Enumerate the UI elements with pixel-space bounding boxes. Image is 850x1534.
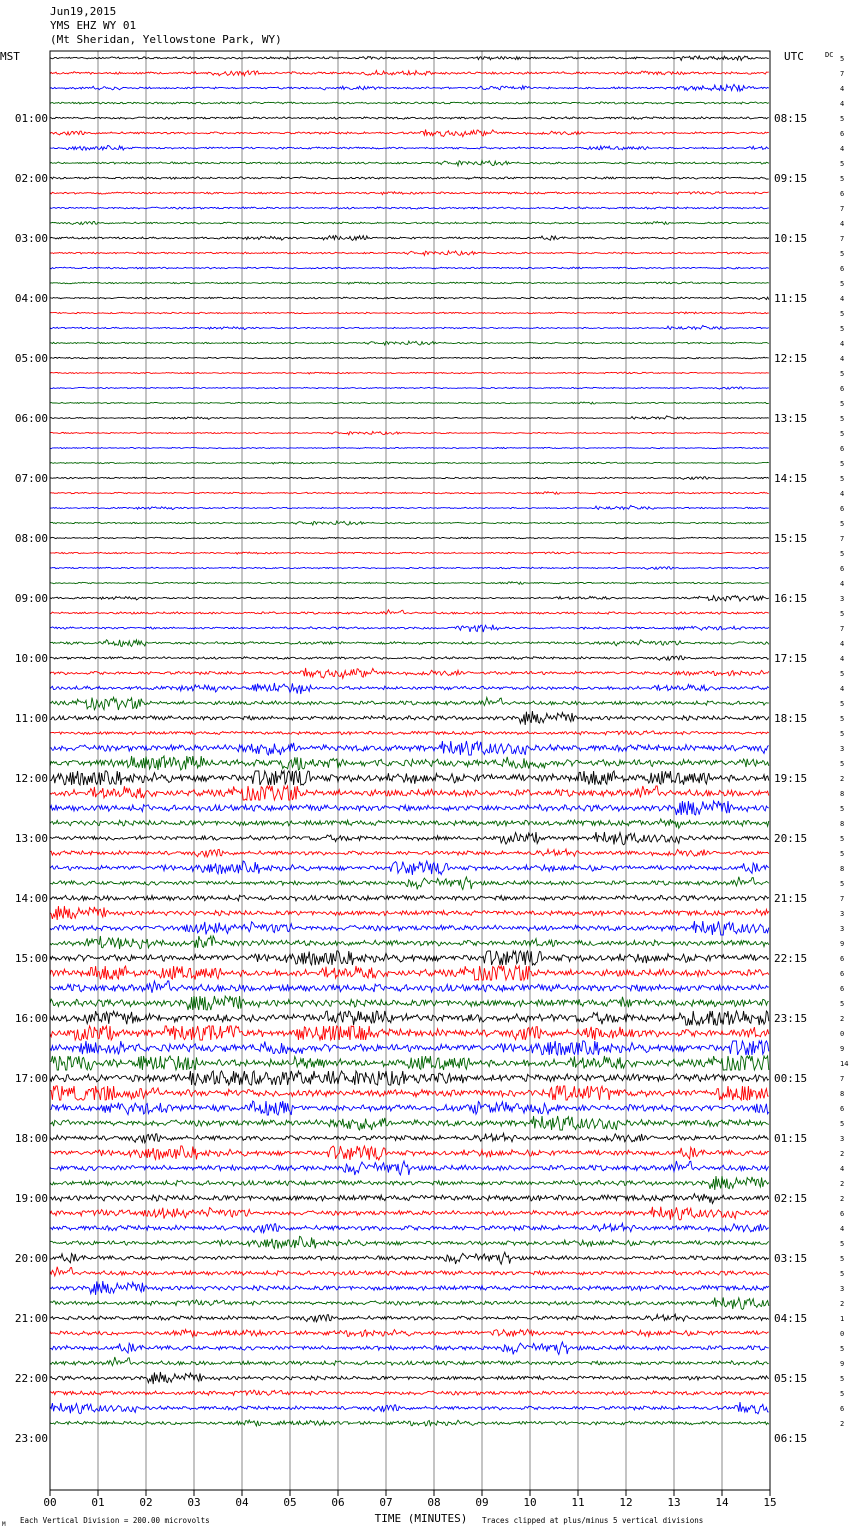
dc-offset-value: 3 — [840, 1285, 845, 1293]
dc-offset-value: 2 — [840, 1420, 845, 1428]
dc-offset-value: 6 — [840, 1405, 845, 1413]
x-tick-label: 05 — [283, 1496, 297, 1509]
trace-line — [50, 1026, 769, 1040]
x-tick-label: 12 — [619, 1496, 633, 1509]
dc-offset-value: 5 — [840, 475, 845, 483]
dc-offset-value: 5 — [840, 1390, 845, 1398]
dc-offset-value: 5 — [840, 160, 845, 168]
trace-line — [50, 192, 769, 195]
dc-offset-value: 7 — [840, 1075, 845, 1083]
trace-line — [50, 1086, 769, 1100]
plot-date: Jun19,2015 — [50, 5, 117, 18]
dc-offset-value: 1 — [840, 1315, 845, 1323]
dc-offset-value: 4 — [840, 220, 845, 228]
utc-hour-label: 12:15 — [774, 352, 808, 365]
utc-hour-label: 05:15 — [774, 1372, 808, 1385]
trace-line — [50, 996, 769, 1010]
utc-hour-label: 16:15 — [774, 592, 808, 605]
trace-line — [50, 161, 769, 166]
trace-line — [50, 906, 769, 920]
trace-line — [50, 640, 769, 647]
utc-hour-label: 00:15 — [774, 1072, 808, 1085]
mst-hour-label: 14:00 — [14, 892, 48, 905]
trace-line — [50, 56, 769, 61]
trace-line — [50, 1297, 769, 1309]
dc-offset-value: 4 — [840, 355, 845, 363]
trace-line — [50, 1390, 769, 1395]
dc-offset-value: 5 — [840, 280, 845, 288]
mst-hour-label: 19:00 — [14, 1192, 48, 1205]
x-tick-label: 02 — [139, 1496, 153, 1509]
trace-line — [50, 447, 769, 448]
trace-line — [50, 130, 769, 137]
dc-offset-value: 2 — [840, 1300, 845, 1308]
dc-offset-value: 4 — [840, 145, 845, 153]
x-tick-label: 01 — [91, 1496, 105, 1509]
dc-offset-value: 5 — [840, 370, 845, 378]
trace-line — [50, 1402, 769, 1414]
dc-offset-value: 0 — [840, 1330, 845, 1338]
trace-line — [50, 1161, 769, 1175]
utc-hour-label: 15:15 — [774, 532, 808, 545]
x-axis-label: TIME (MINUTES) — [374, 1512, 468, 1525]
dc-offset-value: 4 — [840, 490, 845, 498]
x-tick-label: 07 — [379, 1496, 393, 1509]
trace-line — [50, 1372, 769, 1384]
utc-hour-label: 01:15 — [774, 1132, 808, 1145]
dc-offset-value: 5 — [840, 250, 845, 258]
dc-offset-value: 2 — [840, 1150, 845, 1158]
clip-note: Traces clipped at plus/minus 5 vertical divisions — [482, 1516, 704, 1525]
trace-line — [50, 462, 769, 464]
trace-line — [50, 981, 769, 993]
mst-hour-label: 12:00 — [14, 772, 48, 785]
utc-hour-label: 06:15 — [774, 1432, 808, 1445]
utc-hour-label: 13:15 — [774, 412, 808, 425]
dc-offset-value: 3 — [840, 910, 845, 918]
dc-offset-value: 6 — [840, 505, 845, 513]
dc-offset-value: 6 — [840, 985, 845, 993]
right-axis-label: UTC — [784, 50, 804, 63]
trace-line — [50, 895, 769, 901]
trace-line — [50, 505, 769, 509]
utc-hour-label: 18:15 — [774, 712, 808, 725]
trace-line — [50, 1420, 769, 1426]
mst-hour-label: 07:00 — [14, 472, 48, 485]
trace-line — [50, 951, 769, 965]
dc-offset-value: 5 — [840, 730, 845, 738]
dc-offset-value: 8 — [840, 790, 845, 798]
trace-line — [50, 207, 769, 209]
mst-hour-label: 17:00 — [14, 1072, 48, 1085]
mst-hour-label: 05:00 — [14, 352, 48, 365]
dc-offset-value: 2 — [840, 775, 845, 783]
station-location: (Mt Sheridan, Yellowstone Park, WY) — [50, 33, 282, 46]
dc-offset-value: 3 — [840, 925, 845, 933]
mst-hour-label: 04:00 — [14, 292, 48, 305]
x-tick-label: 13 — [667, 1496, 681, 1509]
trace-line — [50, 1314, 769, 1322]
x-tick-label: 14 — [715, 1496, 729, 1509]
trace-line — [50, 402, 769, 404]
dc-offset-value: 5 — [840, 835, 845, 843]
dc-offset-value: 3 — [840, 745, 845, 753]
dc-offset-value: 5 — [840, 610, 845, 618]
trace-line — [50, 936, 769, 949]
trace-line — [50, 1207, 769, 1220]
scale-note: Each Vertical Division = 200.00 microvolts — [20, 1516, 210, 1525]
trace-line — [50, 877, 769, 890]
trace-line — [50, 102, 769, 104]
trace-line — [50, 251, 769, 256]
trace-line — [50, 582, 769, 585]
utc-hour-label: 23:15 — [774, 1012, 808, 1025]
dc-offset-value: 5 — [840, 700, 845, 708]
dc-offset-value: 7 — [840, 205, 845, 213]
trace-line — [50, 786, 769, 800]
mst-hour-label: 23:00 — [14, 1432, 48, 1445]
trace-line — [50, 357, 769, 359]
trace-line — [50, 801, 769, 815]
dc-offset-value: 0 — [840, 1030, 845, 1038]
trace-line — [50, 711, 769, 725]
trace-line — [50, 1116, 769, 1130]
dc-offset-value: 6 — [840, 565, 845, 573]
utc-hour-label: 04:15 — [774, 1312, 808, 1325]
dc-offset-value: 5 — [840, 55, 845, 63]
trace-line — [50, 1252, 769, 1264]
trace-line — [50, 697, 769, 710]
trace-line — [50, 282, 769, 284]
trace-line — [50, 921, 769, 935]
mst-hour-label: 02:00 — [14, 172, 48, 185]
trace-line — [50, 756, 769, 770]
trace-line — [50, 341, 769, 345]
trace-line — [50, 387, 769, 389]
trace-line — [50, 537, 769, 539]
trace-line — [50, 610, 769, 615]
utc-hour-label: 20:15 — [774, 832, 808, 845]
trace-line — [50, 372, 769, 374]
mst-hour-label: 09:00 — [14, 592, 48, 605]
trace-line — [50, 267, 769, 269]
x-tick-label: 15 — [763, 1496, 777, 1509]
trace-line — [50, 222, 769, 225]
dc-offset-value: 5 — [840, 115, 845, 123]
dc-offset-value: 4 — [840, 685, 845, 693]
trace-line — [50, 177, 769, 179]
dc-offset-value: 5 — [840, 1255, 845, 1263]
trace-line — [50, 668, 769, 678]
trace-line — [50, 1281, 769, 1295]
trace-line — [50, 71, 769, 76]
trace-line — [50, 1056, 769, 1070]
dc-offset-value: 5 — [840, 880, 845, 888]
mst-hour-label: 22:00 — [14, 1372, 48, 1385]
mst-hour-label: 18:00 — [14, 1132, 48, 1145]
dc-offset-value: 9 — [840, 1045, 845, 1053]
x-tick-label: 09 — [475, 1496, 489, 1509]
dc-offset-value: 2 — [840, 1180, 845, 1188]
dc-offset-value: 5 — [840, 415, 845, 423]
x-tick-label: 08 — [427, 1496, 441, 1509]
dc-offset-value: 5 — [840, 1000, 845, 1008]
dc-offset-value: 4 — [840, 1225, 845, 1233]
dc-offset-value: 6 — [840, 130, 845, 138]
utc-hour-label: 17:15 — [774, 652, 808, 665]
dc-offset-value: 5 — [840, 520, 845, 528]
dc-offset-value: 5 — [840, 1345, 845, 1353]
mst-hour-label: 11:00 — [14, 712, 48, 725]
dc-offset-value: 7 — [840, 895, 845, 903]
dc-offset-value: 5 — [840, 325, 845, 333]
trace-line — [50, 431, 769, 434]
dc-offset-value: 5 — [840, 460, 845, 468]
dc-offset-value: 4 — [840, 1165, 845, 1173]
dc-offset-value: 14 — [840, 1060, 849, 1068]
trace-line — [50, 656, 769, 661]
dc-offset-value: 3 — [840, 1135, 845, 1143]
dc-offset-value: 6 — [840, 1210, 845, 1218]
trace-line — [50, 849, 769, 857]
dc-offset-value: 8 — [840, 865, 845, 873]
dc-offset-value: 6 — [840, 1105, 845, 1113]
utc-hour-label: 11:15 — [774, 292, 808, 305]
dc-offset-value: 5 — [840, 400, 845, 408]
trace-line — [50, 861, 769, 875]
trace-line — [50, 312, 769, 314]
utc-hour-label: 19:15 — [774, 772, 808, 785]
mst-hour-label: 16:00 — [14, 1012, 48, 1025]
trace-line — [50, 1146, 769, 1160]
dc-offset-value: 4 — [840, 100, 845, 108]
trace-line — [50, 477, 769, 480]
corner-mark: M — [2, 1521, 6, 1528]
trace-line — [50, 1236, 769, 1248]
trace-line — [50, 731, 769, 735]
trace-line — [50, 1176, 769, 1190]
utc-hour-label: 02:15 — [774, 1192, 808, 1205]
trace-line — [50, 596, 769, 602]
dc-offset-value: 5 — [840, 1375, 845, 1383]
dc-offset-value: 7 — [840, 625, 845, 633]
dc-offset-value: 9 — [840, 1360, 845, 1368]
trace-line — [50, 741, 769, 755]
trace-line — [50, 1357, 769, 1366]
utc-hour-label: 21:15 — [774, 892, 808, 905]
dc-offset-value: 4 — [840, 85, 845, 93]
dc-offset-value: 7 — [840, 535, 845, 543]
dc-offset-value: 4 — [840, 340, 845, 348]
dc-offset-value: 5 — [840, 175, 845, 183]
utc-hour-label: 10:15 — [774, 232, 808, 245]
x-tick-label: 06 — [331, 1496, 345, 1509]
trace-line — [50, 1041, 769, 1055]
x-tick-label: 04 — [235, 1496, 249, 1509]
trace-line — [50, 236, 769, 241]
utc-hour-label: 03:15 — [774, 1252, 808, 1265]
dc-offset-value: 5 — [840, 430, 845, 438]
dc-offset-value: 5 — [840, 1120, 845, 1128]
utc-hour-label: 08:15 — [774, 112, 808, 125]
dc-offset-value: 6 — [840, 955, 845, 963]
trace-line — [50, 832, 769, 845]
dc-offset-value: 4 — [840, 580, 845, 588]
trace-line — [50, 1071, 769, 1085]
dc-offset-value: 4 — [840, 295, 845, 303]
dc-offset-value: 7 — [840, 70, 845, 78]
mst-hour-label: 10:00 — [14, 652, 48, 665]
mst-hour-label: 01:00 — [14, 112, 48, 125]
dc-offset-value: 5 — [840, 670, 845, 678]
dc-offset-value: 5 — [840, 1240, 845, 1248]
dc-offset-value: 6 — [840, 970, 845, 978]
x-tick-label: 03 — [187, 1496, 201, 1509]
dc-offset-value: 2 — [840, 1015, 845, 1023]
trace-line — [50, 117, 769, 119]
dc-offset-value: 7 — [840, 235, 845, 243]
dc-header-label: DC — [825, 51, 834, 59]
dc-offset-value: 5 — [840, 1270, 845, 1278]
trace-line — [50, 1342, 769, 1355]
trace-line — [50, 771, 769, 785]
trace-line — [50, 297, 769, 300]
trace-line — [50, 84, 769, 91]
dc-offset-value: 6 — [840, 265, 845, 273]
dc-offset-value: 5 — [840, 310, 845, 318]
mst-hour-label: 08:00 — [14, 532, 48, 545]
dc-offset-value: 8 — [840, 820, 845, 828]
mst-hour-label: 13:00 — [14, 832, 48, 845]
left-axis-label: MST — [0, 50, 20, 63]
dc-offset-value: 5 — [840, 805, 845, 813]
trace-line — [50, 1101, 769, 1115]
trace-line — [50, 966, 769, 980]
dc-offset-value: 5 — [840, 550, 845, 558]
trace-line — [50, 567, 769, 570]
dc-offset-value: 6 — [840, 190, 845, 198]
x-tick-label: 11 — [571, 1496, 585, 1509]
trace-line — [50, 552, 769, 554]
trace-line — [50, 1011, 769, 1025]
trace-line — [50, 325, 769, 329]
x-tick-label: 10 — [523, 1496, 537, 1509]
dc-offset-value: 6 — [840, 385, 845, 393]
x-tick-label: 00 — [43, 1496, 57, 1509]
mst-hour-label: 03:00 — [14, 232, 48, 245]
trace-line — [50, 1133, 769, 1142]
dc-offset-value: 5 — [840, 850, 845, 858]
utc-hour-label: 09:15 — [774, 172, 808, 185]
mst-hour-label: 20:00 — [14, 1252, 48, 1265]
trace-line — [50, 146, 769, 151]
dc-offset-value: 5 — [840, 760, 845, 768]
trace-line — [50, 683, 769, 694]
utc-hour-label: 22:15 — [774, 952, 808, 965]
station-code: YMS EHZ WY 01 — [50, 19, 137, 32]
mst-hour-label: 21:00 — [14, 1312, 48, 1325]
trace-line — [50, 492, 769, 495]
trace-line — [50, 1329, 769, 1336]
dc-offset-value: 3 — [840, 595, 845, 603]
trace-line — [50, 521, 769, 525]
trace-line — [50, 625, 769, 632]
dc-offset-value: 4 — [840, 640, 845, 648]
trace-line — [50, 416, 769, 420]
trace-line — [50, 1223, 769, 1232]
trace-line — [50, 1267, 769, 1276]
dc-offset-value: 6 — [840, 445, 845, 453]
dc-offset-value: 9 — [840, 940, 845, 948]
dc-offset-value: 2 — [840, 1195, 845, 1203]
trace-line — [50, 1194, 769, 1204]
utc-hour-label: 14:15 — [774, 472, 808, 485]
dc-offset-value: 8 — [840, 1090, 845, 1098]
mst-hour-label: 15:00 — [14, 952, 48, 965]
dc-offset-value: 5 — [840, 715, 845, 723]
mst-hour-label: 06:00 — [14, 412, 48, 425]
dc-offset-value: 4 — [840, 655, 845, 663]
trace-line — [50, 819, 769, 828]
